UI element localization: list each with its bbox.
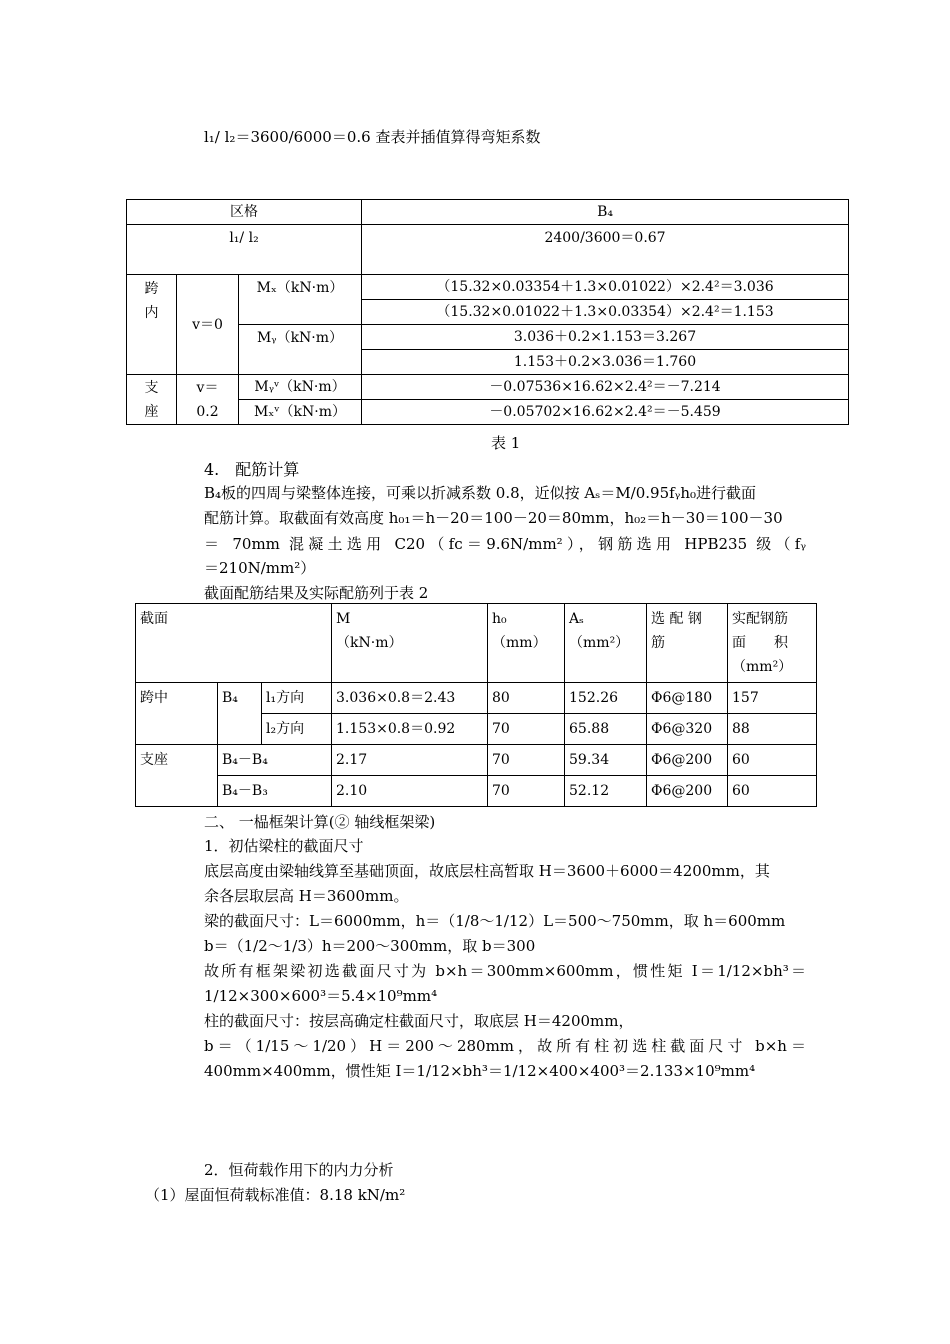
row-moment: 2.17 xyxy=(332,745,488,776)
row-area: 88 xyxy=(728,714,817,745)
row-mxv: －0.05702×16.62×2.4²＝－5.459 xyxy=(362,400,849,425)
row-rebar: Φ6@180 xyxy=(647,683,728,714)
row-dir: l₁方向 xyxy=(262,683,332,714)
section4-para-1: B₄板的四周与梁整体连接，可乘以折减系数 0.8，近似按 Aₛ＝M/0.95fᵧh₀进行截面 xyxy=(204,484,756,502)
span-mid-label: 跨中 xyxy=(136,683,218,745)
row-area: 60 xyxy=(728,776,817,807)
header-region: 区格 xyxy=(127,200,362,225)
support-label: 支 座 xyxy=(127,375,177,425)
row-dir: B₄－B₄ xyxy=(218,745,332,776)
row-my-1: 3.036＋0.2×1.153＝3.267 xyxy=(362,325,849,350)
row-my-2: 1.153＋0.2×3.036＝1.760 xyxy=(362,350,849,375)
v-zero-label: v＝0 xyxy=(177,275,239,375)
row-as: 52.12 xyxy=(565,776,647,807)
row-as: 59.34 xyxy=(565,745,647,776)
mx-label: Mₓ（kN·m） xyxy=(239,275,362,325)
row-area: 60 xyxy=(728,745,817,776)
header-area: 实配钢筋 面 积 （mm²） xyxy=(728,604,817,683)
part2-line-2: 余各层取层高 H＝3600mm。 xyxy=(204,887,409,905)
row-h0: 70 xyxy=(488,745,565,776)
row-as: 65.88 xyxy=(565,714,647,745)
header-moment: M （kN·m） xyxy=(332,604,488,683)
part2-heading: 二、 一榀框架计算(② 轴线框架梁) xyxy=(204,813,436,831)
part2-line-1: 底层高度由梁轴线算至基础顶面，故底层柱高暂取 H＝3600＋6000＝4200mm，其 xyxy=(204,862,770,880)
intro-line: l₁/ l₂＝3600/6000＝0.6 查表并插值算得弯矩系数 xyxy=(204,128,541,146)
header-b4: B₄ xyxy=(362,200,849,225)
part2-subheading-2a: （1）屋面恒荷载标准值：8.18 kN/m² xyxy=(145,1186,406,1204)
ratio-value: 2400/3600＝0.67 xyxy=(362,225,849,275)
part2-subheading-2: 2．恒荷载作用下的内力分析 xyxy=(204,1161,394,1179)
span-label: 跨 内 xyxy=(127,275,177,375)
section4-heading: 4. 配筋计算 xyxy=(204,460,300,479)
row-mx-2: （15.32×0.01022＋1.3×0.03354）×2.4²＝1.153 xyxy=(362,300,849,325)
header-rebar: 选 配 钢 筋 xyxy=(647,604,728,683)
row-area: 157 xyxy=(728,683,817,714)
reinforcement-table xyxy=(135,603,817,807)
row-moment: 2.10 xyxy=(332,776,488,807)
header-section: 截面 xyxy=(136,604,332,683)
moment-coefficient-table xyxy=(126,199,849,425)
mxv-label: Mₓᵛ（kN·m） xyxy=(239,400,362,425)
b4-label: B₄ xyxy=(218,683,262,745)
row-rebar: Φ6@200 xyxy=(647,745,728,776)
part2-line-5: 故所有框架梁初选截面尺寸为 b×h＝300mm×600mm，惯性矩 I＝1/12×bh³＝ xyxy=(204,962,806,980)
row-dir: l₂方向 xyxy=(262,714,332,745)
v-02-label: v＝ 0.2 xyxy=(177,375,239,425)
row-rebar: Φ6@320 xyxy=(647,714,728,745)
myv-label: Mᵧᵛ（kN·m） xyxy=(239,375,362,400)
row-moment: 1.153×0.8＝0.92 xyxy=(332,714,488,745)
row-rebar: Φ6@200 xyxy=(647,776,728,807)
row-mx-1: （15.32×0.03354＋1.3×0.01022）×2.4²＝3.036 xyxy=(362,275,849,300)
part2-line-7: 柱的截面尺寸：按层高确定柱截面尺寸，取底层 H＝4200mm， xyxy=(204,1012,634,1030)
row-as: 152.26 xyxy=(565,683,647,714)
section4-para-2: 配筋计算。取截面有效高度 h₀₁＝h－20＝100－20＝80mm，h₀₂＝h－30＝100－30 xyxy=(204,509,783,527)
header-as: Aₛ （mm²） xyxy=(565,604,647,683)
row-h0: 70 xyxy=(488,714,565,745)
ratio-label: l₁/ l₂ xyxy=(127,225,362,275)
row-h0: 70 xyxy=(488,776,565,807)
section4-para-3: ＝ 70mm 混凝土选用 C20（fᴄ＝9.6N/mm²），钢筋选用 HPB235 级（fᵧ xyxy=(204,535,806,553)
my-label: Mᵧ（kN·m） xyxy=(239,325,362,375)
header-h0: h₀ （mm） xyxy=(488,604,565,683)
part2-line-8: b＝（1/15～1/20）H＝200～280mm，故所有柱初选柱截面尺寸 b×h＝ xyxy=(204,1037,806,1055)
part2-line-6: 1/12×300×600³＝5.4×10⁹mm⁴ xyxy=(204,987,438,1005)
support-label: 支座 xyxy=(136,745,218,807)
part2-line-3: 梁的截面尺寸：L＝6000mm，h＝（1/8～1/12）L＝500～750mm，取 h＝600mm xyxy=(204,912,786,930)
row-dir: B₄－B₃ xyxy=(218,776,332,807)
part2-subheading-1: 1．初估梁柱的截面尺寸 xyxy=(204,837,364,855)
table1-caption: 表 1 xyxy=(491,434,521,452)
row-myv: －0.07536×16.62×2.4²＝－7.214 xyxy=(362,375,849,400)
row-moment: 3.036×0.8＝2.43 xyxy=(332,683,488,714)
row-h0: 80 xyxy=(488,683,565,714)
section4-para-5: 截面配筋结果及实际配筋列于表 2 xyxy=(204,584,429,602)
part2-line-4: b＝（1/2～1/3）h＝200～300mm，取 b＝300 xyxy=(204,937,536,955)
section4-para-4: ＝210N/mm²） xyxy=(204,559,316,577)
part2-line-9: 400mm×400mm，惯性矩 I＝1/12×bh³＝1/12×400×400³＝2.133×10⁹mm⁴ xyxy=(204,1062,756,1080)
